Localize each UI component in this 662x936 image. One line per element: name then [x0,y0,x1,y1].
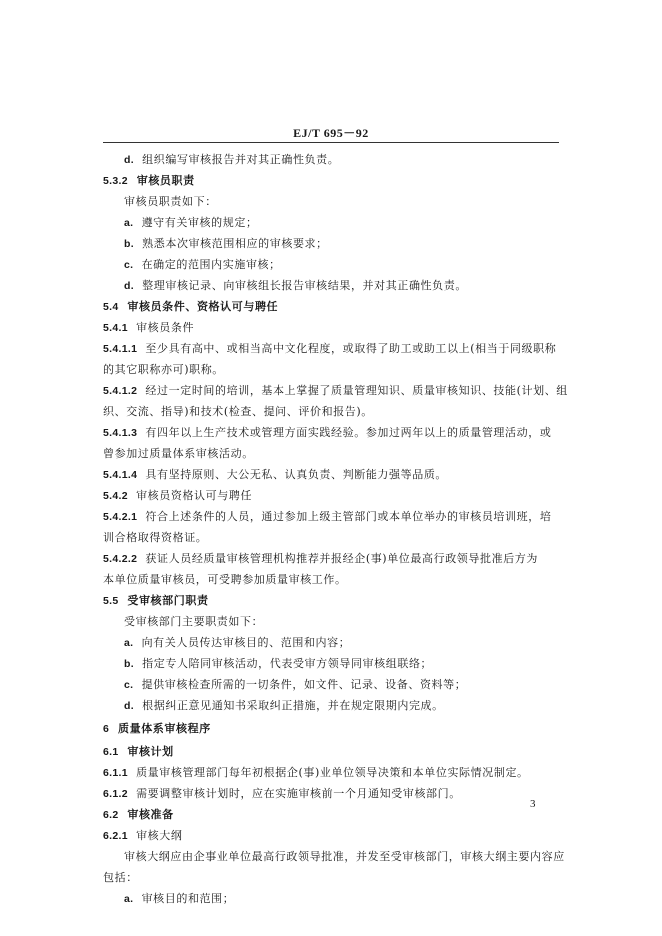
text-line [103,766,529,780]
clause-number: a. [124,217,134,229]
text-line [103,594,209,608]
line-text: 指定专人陪同审核活动，代表受审方领导同审核组联络； [142,657,433,670]
clause-number: 5.4.2 [103,490,128,502]
text-line [103,426,551,440]
text-line [103,510,551,524]
clause-number: 5.4.1.2 [103,385,138,397]
text-line [124,636,350,650]
line-text: 曾参加过质量体系审核活动。 [103,447,254,460]
line-text: 获证人员经质量审核管理机构推荐并报经企(事)单位最高行政领导批准后方为 [145,552,539,565]
clause-number: d. [124,700,134,712]
line-text: 受审核部门职责 [127,594,209,607]
line-text: 遵守有关审核的规定； [141,216,258,229]
line-text: 经过一定时间的培训，基本上掌握了质量管理知识、质量审核知识、技能(计划、组 [145,384,568,397]
line-text: 在确定的范围内实施审核； [141,258,281,271]
clause-number: 5.4.1 [103,322,128,334]
clause-number: 6.1.1 [103,767,128,779]
text-line [103,829,182,843]
text-line [103,489,252,503]
text-line [124,657,432,671]
text-line [124,216,258,230]
text-line [103,871,138,885]
text-line [103,342,556,356]
line-text: 包括： [103,871,138,884]
line-text: 审核大纲应由企事业单位最高行政领导批准，并发至受审核部门，审核大纲主要内容应 [124,850,565,863]
text-line [124,195,217,209]
clause-number: 5.4.2.2 [103,553,138,565]
text-line [103,321,194,335]
line-text: 审核员职责 [136,174,195,187]
text-line [124,615,263,629]
line-text: 整理审核记录、向审核组长报告审核结果，并对其正确性负责。 [142,279,467,292]
page-number: 3 [530,798,536,810]
text-line [103,552,538,566]
clause-number: 5.4.1.3 [103,427,138,439]
text-line [103,573,347,587]
line-text: 符合上述条件的人员，通过参加上级主管部门或本单位举办的审核员培训班，培 [145,510,552,523]
text-line [103,384,568,398]
text-line [124,678,466,692]
line-text: 织、交流、指导)和技术(检查、提问、评价和报告)。 [103,405,373,418]
text-line [103,363,224,377]
clause-number: 5.3.2 [103,175,128,187]
text-line [124,258,281,272]
clause-number: a. [124,637,134,649]
clause-number: 6.1 [103,746,119,758]
text-line [124,699,444,713]
line-text: 组织编写审核报告并对其正确性负责。 [142,153,340,166]
line-text: 训合格取得资格证。 [103,531,208,544]
text-line [124,237,328,251]
clause-number: b. [124,658,134,670]
clause-number: 5.4 [103,301,119,313]
text-line [103,447,254,461]
line-text: 至少具有高中、或相当高中文化程度，或取得了助工或助工以上(相当于同级职称 [145,342,557,355]
line-text: 需要调整审核计划时，应在实施审核前一个月通知受审核部门。 [136,787,461,800]
text-line [124,850,565,864]
clause-number: 5.4.2.1 [103,511,138,523]
text-line [103,300,278,314]
text-line [103,787,461,801]
clause-number: d. [124,280,134,292]
clause-number: c. [124,679,134,691]
text-line [124,892,234,906]
clause-number: 6 [103,723,110,735]
header-rule [103,142,559,143]
clause-number: 5.4.1.1 [103,343,138,355]
clause-number: 6.2.1 [103,830,128,842]
line-text: 具有坚持原则、大公无私、认真负责、判断能力强等品质。 [145,468,448,481]
clause-number: b. [124,238,134,250]
text-line [103,531,207,545]
clause-number: c. [124,259,134,271]
line-text: 受审核部门主要职责如下： [124,615,264,628]
clause-number: a. [124,893,134,905]
line-text: 审核计划 [127,745,174,758]
line-text: 熟悉本次审核范围相应的审核要求； [142,237,328,250]
line-text: 质量审核管理部门每年初根据企(事)业单位领导决策和本单位实际情况制定。 [136,766,529,779]
line-text: 审核目的和范围； [141,892,235,905]
clause-number: 6.1.2 [103,788,128,800]
line-text: 审核大纲 [136,829,183,842]
line-text: 审核员职责如下： [124,195,217,208]
document-code-header: EJ/T 695－92 [293,126,369,140]
clause-number: 5.5 [103,595,119,607]
line-text: 审核准备 [127,808,174,821]
text-line [124,153,339,167]
line-text: 提供审核检查所需的一切条件，如文件、记录、设备、资料等； [141,678,467,691]
line-text: 审核员条件、资格认可与聘任 [127,300,279,313]
line-text: 有四年以上生产技术或管理方面实践经验。参加过两年以上的质量管理活动，或 [145,426,552,439]
clause-number: 6.2 [103,809,119,821]
line-text: 根据纠正意见通知书采取纠正措施，并在规定限期内完成。 [142,699,444,712]
line-text: 本单位质量审核员，可受聘参加质量审核工作。 [103,573,347,586]
line-text: 向有关人员传达审核目的、范围和内容； [141,636,351,649]
line-text: 质量体系审核程序 [118,722,211,735]
clause-number: d. [124,154,134,166]
text-line [103,174,195,188]
text-line [103,722,211,736]
line-text: 审核员资格认可与聘任 [136,489,253,502]
text-line [103,808,174,822]
text-line [124,279,467,293]
clause-number: 5.4.1.4 [103,469,138,481]
text-line [103,468,447,482]
line-text: 审核员条件 [136,321,195,334]
text-line [103,405,373,419]
line-text: 的其它职称亦可)职称。 [103,363,224,376]
text-line [103,745,174,759]
